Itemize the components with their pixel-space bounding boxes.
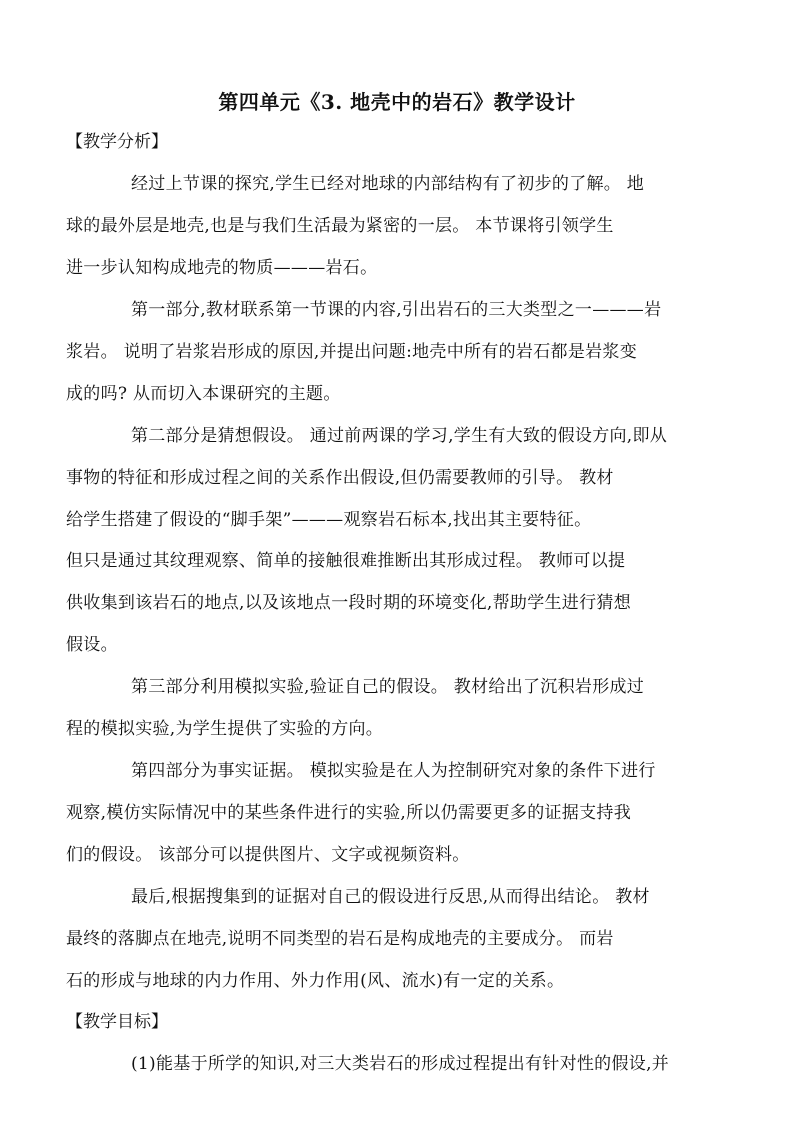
paragraph-line: 最终的落脚点在地壳,说明不同类型的岩石是构成地壳的主要成分。 而岩 (66, 929, 614, 949)
paragraph-line: 观察,模仿实际情况中的某些条件进行的实验,所以仍需要更多的证据支持我 (66, 803, 632, 823)
paragraph-line: 事物的特征和形成过程之间的关系作出假设,但仍需要教师的引导。 教材 (66, 468, 614, 488)
paragraph-line: 进一步认知构成地壳的物质———岩石。 (66, 258, 378, 278)
paragraph-line: 成的吗? 从而切入本课研究的主题。 (66, 384, 341, 404)
document-title: 第四单元《3. 地壳中的岩石》教学设计 (218, 90, 576, 114)
paragraph-line: 球的最外层是地壳,也是与我们生活最为紧密的一层。 本节课将引领学生 (66, 216, 614, 236)
paragraph-line: 假设。 (66, 635, 118, 655)
section-heading-goals: 【教学目标】 (66, 1012, 168, 1032)
paragraph-line: 第一部分,教材联系第一节课的内容,引出岩石的三大类型之一———岩 (131, 300, 662, 320)
paragraph-line: 供收集到该岩石的地点,以及该地点一段时期的环境变化,帮助学生进行猜想 (66, 593, 632, 613)
paragraph-line: 们的假设。 该部分可以提供图片、文字或视频资料。 (66, 845, 470, 865)
paragraph-line: 第四部分为事实证据。 模拟实验是在人为控制研究对象的条件下进行 (131, 761, 656, 781)
paragraph-line: 石的形成与地球的内力作用、外力作用(风、流水)有一定的关系。 (66, 971, 565, 991)
paragraph-line: 给学生搭建了假设的“脚手架”———观察岩石标本,找出其主要特征。 (66, 510, 592, 530)
paragraph-line: 第三部分利用模拟实验,验证自己的假设。 教材给出了沉积岩形成过 (131, 677, 645, 697)
paragraph-line: 最后,根据搜集到的证据对自己的假设进行反思,从而得出结论。 教材 (131, 887, 650, 907)
paragraph-line: 浆岩。 说明了岩浆岩形成的原因,并提出问题:地壳中所有的岩石都是岩浆变 (66, 342, 638, 362)
paragraph-line: 经过上节课的探究,学生已经对地球的内部结构有了初步的了解。 地 (131, 174, 645, 194)
paragraph-line: 第二部分是猜想假设。 通过前两课的学习,学生有大致的假设方向,即从 (131, 426, 668, 446)
paragraph-line: 但只是通过其纹理观察、简单的接触很难推断出其形成过程。 教师可以提 (66, 551, 626, 571)
paragraph-line: (1)能基于所学的知识,对三大类岩石的形成过程提出有针对性的假设,并 (131, 1054, 670, 1074)
section-heading-analysis: 【教学分析】 (66, 132, 168, 152)
paragraph-line: 程的模拟实验,为学生提供了实验的方向。 (66, 719, 384, 739)
